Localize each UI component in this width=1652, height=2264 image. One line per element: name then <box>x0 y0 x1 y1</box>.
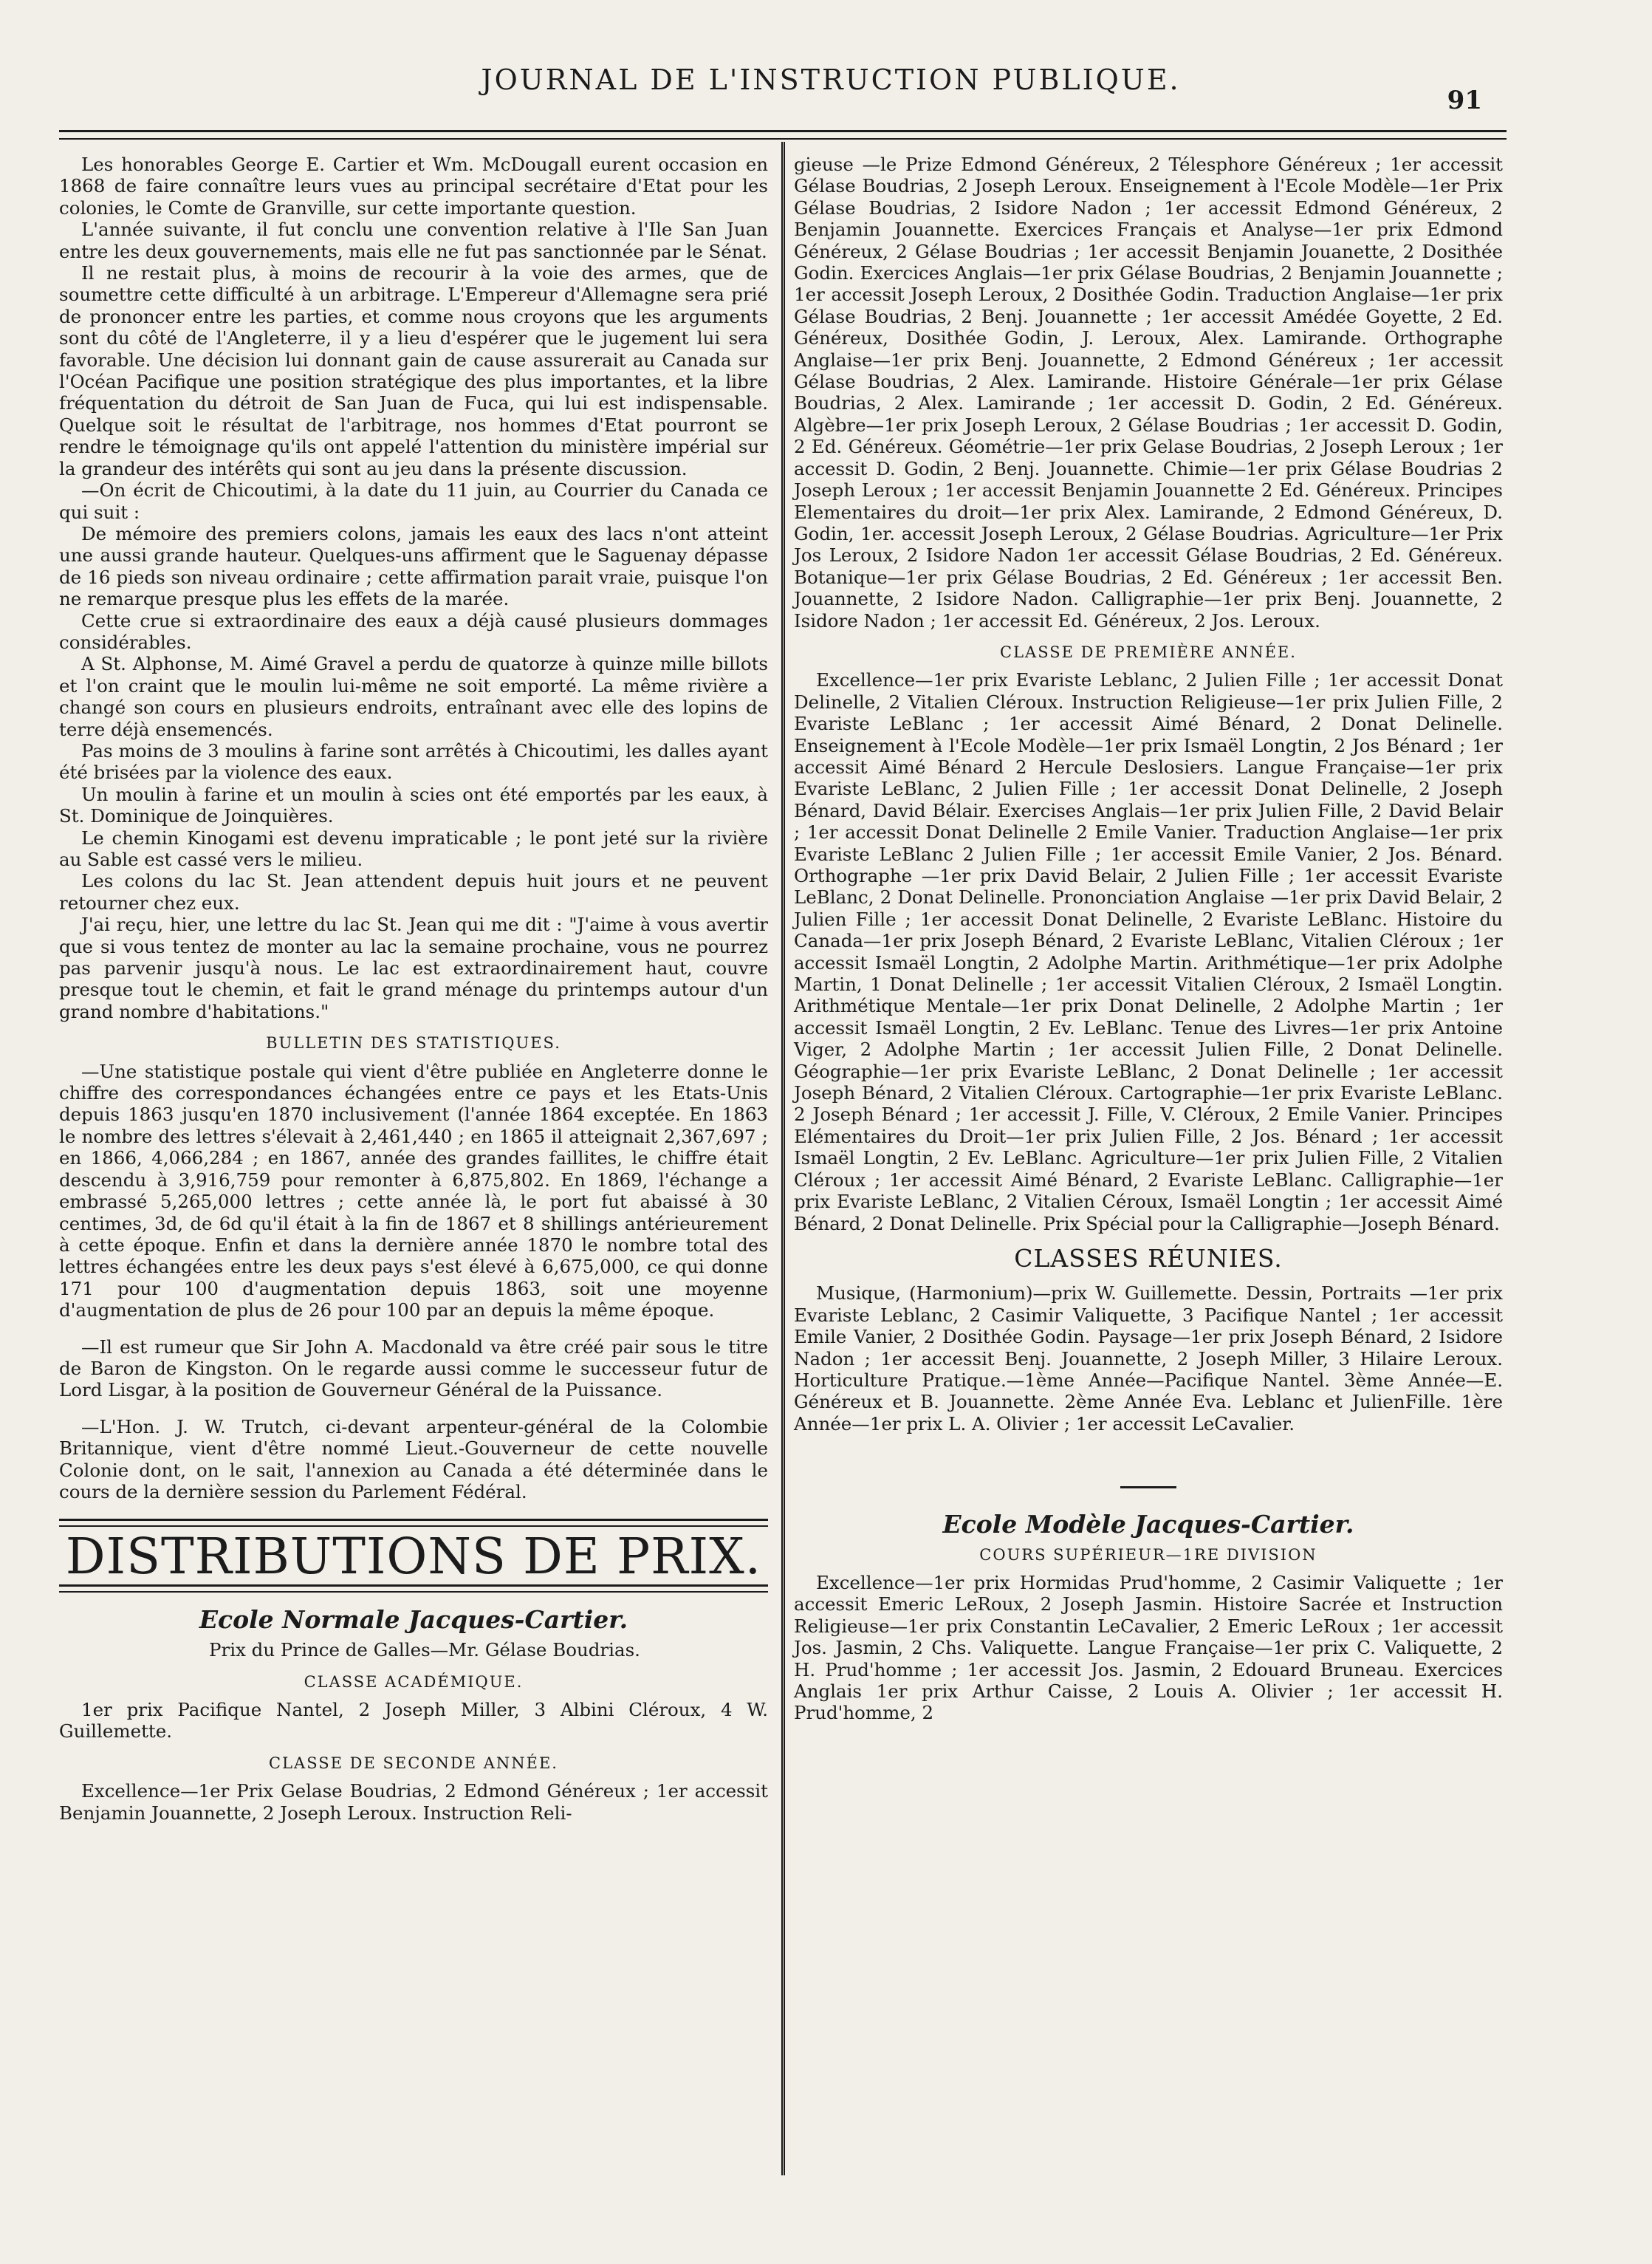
paragraph: Excellence—1er prix Evariste Leblanc, 2 Julien Fille ; 1er accessit Donat Delinelle, 2 Vitalien Cléroux. Instruction Religieuse—1er prix Julien Fille, 2 Evariste LeBlanc ; 1er accessit Aimé Bénard, 2 Donat Delinelle. Enseignement à l'Ecole Modèle—1er prix Ismaël Longtin, 2 Jos Bénard ; 1er accessit Aimé Bénard 2 Hercule Deslosiers. Langue Française—1er prix Evariste LeBlanc, 2 Julien Fille ; 1er accessit Donat Delinelle, 2 Joseph Bénard, David Bélair. Exercises Anglais—1er prix Julien Fille, 2 David Belair ; 1er accessit Donat Delinelle 2 Emile Vanier. Traduction Anglaise—1er prix Evariste LeBlanc 2 Julien Fille ; 1er accessit Emile Vanier, 2 Jos. Bénard. Orthographe —1er prix David Belair, 2 Julien Fille ; 1er accessit Evariste LeBlanc, 2 Donat Delinelle. Prononciation Anglaise —1er prix David Belair, 2 Julien Fille ; 1er accessit Donat Delinelle, 2 Evariste LeBlanc. Histoire du Canada—1er prix Joseph Bénard, 2 Evariste LeBlanc, Vitalien Cléroux ; 1er accessit Ismaël Longtin, 2 Adolphe Martin. Arithmétique—1er prix Adolphe Martin, 1 Donat Delinelle ; 1er accessit Vitalien Cléroux, 2 Ismaël Longtin. Arithmétique Mentale—1er prix Donat Delinelle, 2 Adolphe Martin ; 1er accessit Ismaël Longtin, 2 Ev. LeBlanc. Tenue des Livres—1er prix Antoine Viger, 2 Adolphe Martin ; 1er accessit Julien Fille, 2 Donat Delinelle. Géographie—1er prix Evariste LeBlanc, 2 Donat Delinelle ; 1er accessit Joseph Bénard, 2 Vitalien Cléroux. Cartographie—1er prix Evariste LeBlanc. 2 Joseph Bénard ; 1er accessit J. Fille, V. Cléroux, 2 Emile Vanier. Principes Elémentaires du Droit—1er prix Julien Fille, 2 Jos. Bénard ; 1er accessit Ismaël Longtin, 2 Ev. LeBlanc. Agriculture—1er prix Julien Fille, 2 Vitalien Cléroux ; 1er accessit Aimé Bénard, 2 Evariste LeBlanc. Calligraphie—1er prix Evariste LeBlanc, 2 Vitalien Céroux, Ismaël Longtin ; 1er accessit Aimé Bénard, 2 Donat Delinelle. Prix Spécial pour la Calligraphie—Joseph Bénard. <box>794 669 1503 1234</box>
paragraph: Excellence—1er prix Hormidas Prud'homme, 2 Casimir Valiquette ; 1er accessit Emeric LeRoux, 2 Joseph Jasmin. Histoire Sacrée et Instruction Religieuse—1er prix Constantin LeCavalier, 2 Emeric LeRoux ; 1er accessit Jos. Jasmin, 2 Chs. Valiquette. Langue Française—1er prix C. Valiquette, 2 H. Prud'homme ; 1er accessit Jos. Jasmin, 2 Edouard Bruneau. Exercices Anglais 1er prix Arthur Caisse, 2 Louis A. Olivier ; 1er accessit H. Prud'homme, 2 <box>794 1571 1503 1724</box>
spacer <box>794 1434 1503 1486</box>
paragraph: Les honorables George E. Cartier et Wm. McDougall eurent occasion en 1868 de faire connaître leurs vues au principal secrétaire d'Etat pour les colonies, le Comte de Granville, sur cette importante question. <box>59 154 768 219</box>
paragraph: Pas moins de 3 moulins à farine sont arrêtés à Chicoutimi, les dalles ayant été brisées par la violence des eaux. <box>59 739 768 784</box>
right-column <box>794 154 1503 1724</box>
running-title: JOURNAL DE L'INSTRUCTION PUBLIQUE. <box>481 64 1181 96</box>
paragraph: De mémoire des premiers colons, jamais les eaux des lacs n'ont atteint une aussi grande hauteur. Quelques-uns affirment que le Saguenay dépasse de 16 pieds son niveau ordinaire ; cette affirmation parait vraie, puisque l'on ne remarque presque plus les effets de la marée. <box>59 522 768 610</box>
section-heading: CLASSE ACADÉMIQUE. <box>304 1672 524 1691</box>
paragraph: Musique, (Harmonium)—prix W. Guillemette. Dessin, Portraits —1er prix Evariste Leblanc, 2 Casimir Valiquette, 3 Pacifique Nantel ; 1er accessit Emile Vanier, 2 Dosithée Godin. Paysage—1er prix Joseph Bénard, 2 Isidore Nadon ; 1er accessit Benj. Jouannette, 2 Joseph Miller, 3 Hilaire Leroux. Horticulture Pratique.—1ème Année—Pacifique Nantel. 3ème Année—E. Généreux et B. Jouannette. 2ème Année Eva. Leblanc et JulienFille. 1ère Année—1er prix L. A. Olivier ; 1er accessit LeCavalier. <box>794 1282 1503 1434</box>
prize-line: Prix du Prince de Galles—Mr. Gélase Boudrias. <box>209 1639 640 1661</box>
spacer <box>59 1321 768 1336</box>
left-column <box>59 154 768 1824</box>
banner-rule-bottom <box>59 1584 768 1593</box>
paragraph: A St. Alphonse, M. Aimé Gravel a perdu de quatorze à quinze mille billots et l'on craint que le moulin lui-même ne soit emporté. La même rivière a changé son cours en plusieurs endroits, entraînant avec elle des lopins de terre déjà ensemencés. <box>59 653 768 740</box>
paragraph: L'année suivante, il fut conclu une convention relative à l'Ile San Juan entre les deux gouvernements, mais elle ne fut pas sanctionnée par le Sénat. <box>59 219 768 262</box>
paragraph: Le chemin Kinogami est devenu impraticable ; le pont jeté sur la rivière au Sable est cassé vers le milieu. <box>59 827 768 870</box>
paragraph: 1er prix Pacifique Nantel, 2 Joseph Miller, 3 Albini Cléroux, 4 W. Guillemette. <box>59 1699 768 1743</box>
short-rule <box>1120 1486 1176 1488</box>
paragraph: Les colons du lac St. Jean attendent depuis huit jours et ne peuvent retourner chez eux. <box>59 870 768 914</box>
banner-rule-top <box>59 1519 768 1527</box>
paragraph: Il ne restait plus, à moins de recourir à la voie des armes, que de soumettre cette difficulté à un arbitrage. L'Empereur d'Allemagne sera prié de prononcer entre les parties, et comme nous croyons que les arguments sont du côté de l'Angleterre, il y a lieu d'espérer que le jugement lui sera favorable. Une décision lui donnant gain de cause assurerait au Canada sur l'Océan Pacifique une position stratégique des plus importantes, et la libre fréquentation du détroit de San Juan de Fuca, qui lui est indispensable. Quelque soit le résultat de l'arbitrage, nos hommes d'Etat pourront se rendre le témoignage qu'ils ont appelé l'attention du ministère impérial sur la grandeur des intérêts qui sont au jeu dans la présente discussion. <box>59 262 768 479</box>
section-heading: CLASSE DE PREMIÈRE ANNÉE. <box>1000 643 1297 661</box>
column-divider <box>781 142 785 2175</box>
header-rule <box>59 130 1507 140</box>
section-heading: CLASSE DE SECONDE ANNÉE. <box>269 1754 558 1772</box>
paragraph: J'ai reçu, hier, une lettre du lac St. Jean qui me dit : "J'aime à vous avertir que si vous tentez de monter au lac la semaine prochaine, vous ne pourrez pas parvenir jusqu'à nous. Le lac est extraordinairement haut, couvre presque tout le chemin, et fait le grand ménage du printemps autour d'un grand nombre d'habitations." <box>59 914 768 1022</box>
school-title: Ecole Normale Jacques-Cartier. <box>199 1604 628 1634</box>
section-heading: COURS SUPÉRIEUR—1RE DIVISION <box>979 1545 1317 1564</box>
school-title: Ecole Modèle Jacques-Cartier. <box>942 1510 1354 1539</box>
paragraph: Excellence—1er Prix Gelase Boudrias, 2 Edmond Généreux ; 1er accessit Benjamin Jouannette, 2 Joseph Leroux. Instruction Reli- <box>59 1780 768 1824</box>
spacer <box>59 1401 768 1416</box>
section-heading: CLASSES RÉUNIES. <box>1014 1243 1283 1273</box>
paragraph: —On écrit de Chicoutimi, à la date du 11 juin, au Courrier du Canada ce qui suit : <box>59 479 768 523</box>
paragraph: —L'Hon. J. W. Trutch, ci-devant arpenteur-général de la Colombie Britannique, vient d'être nommé Lieut.-Gouverneur de cette nouvelle Colonie dont, on le sait, l'annexion au Canada a été déterminée dans le cours de la dernière session du Parlement Fédéral. <box>59 1415 768 1502</box>
paragraph: Cette crue si extraordinaire des eaux a déjà causé plusieurs dommages considérables. <box>59 609 768 653</box>
paragraph: —Il est rumeur que Sir John A. Macdonald va être créé pair sous le titre de Baron de Kingston. On le regarde aussi comme le successeur futur de Lord Lisgar, à la position de Gouverneur Général de la Puissance. <box>59 1336 768 1401</box>
page-number: 91 <box>1447 86 1482 115</box>
section-heading: BULLETIN DES STATISTIQUES. <box>266 1034 561 1053</box>
banner-title: DISTRIBUTIONS DE PRIX. <box>65 1528 762 1586</box>
paragraph: —Une statistique postale qui vient d'être publiée en Angleterre donne le chiffre des correspondances échangées entre ce pays et les Etats-Unis depuis 1863 jusqu'en 1870 inclusivement (l'année 1864 exceptée. En 1863 le nombre des lettres s'élevait à 2,461,440 ; en 1865 il atteignait 2,367,697 ; en 1866, 4,066,284 ; en 1867, année des grandes faillites, le chiffre était descendu à 3,916,759 pour remonter à 6,875,802. En 1869, l'échange a embrassé 5,265,000 lettres ; cette année là, le port fut abaissé à 30 centimes, 3d, de 6d qu'il était à la fin de 1867 et 8 shillings antérieurement à cette époque. Enfin et dans la dernière année 1870 le nombre total des lettres échangées entre les deux pays s'est élevé à 6,675,000, ce qui donne 171 pour 100 d'augmentation depuis 1863, soit une moyenne d'augmentation de plus de 26 pour 100 par an depuis la même époque. <box>59 1060 768 1321</box>
paragraph: gieuse —le Prize Edmond Généreux, 2 Télesphore Généreux ; 1er accessit Gélase Boudrias, 2 Joseph Leroux. Enseignement à l'Ecole Modèle—1er Prix Gélase Boudrias, 2 Isidore Nadon ; 1er accessit Edmond Généreux, 2 Benjamin Jouannette. Exercices Français et Analyse—1er prix Edmond Généreux, 2 Gélase Boudrias ; 1er accessit Benjamin Jouanette, 2 Dosithée Godin. Exercices Anglais—1er prix Gélase Boudrias, 2 Benjamin Jouannette ; 1er accessit Joseph Leroux, 2 Dosithée Godin. Traduction Anglaise—1er prix Gélase Boudrias, 2 Benj. Jouannette ; 1er accessit Amédée Goyette, 2 Ed. Généreux, Dosithée Godin, J. Leroux, Alex. Lamirande. Orthographe Anglaise—1er prix Benj. Jouannette, 2 Edmond Généreux ; 1er accessit Gélase Boudrias, 2 Alex. Lamirande. Histoire Générale—1er prix Gélase Boudrias, 2 Alex. Lamirande ; 1er accessit D. Godin, 2 Ed. Généreux. Algèbre—1er prix Joseph Leroux, 2 Gélase Boudrias ; 1er accessit D. Godin, 2 Ed. Généreux. Géométrie—1er prix Gelase Boudrias, 2 Joseph Leroux ; 1er accessit D. Godin, 2 Benj. Jouannette. Chimie—1er prix Gélase Boudrias 2 Joseph Leroux ; 1er accessit Benjamin Jouannette 2 Ed. Généreux. Principes Elementaires du droit—1er prix Alex. Lamirande, 2 Edmond Généreux, D. Godin, 1er. accessit Joseph Leroux, 2 Gélase Boudrias. Agriculture—1er Prix Jos Leroux, 2 Isidore Nadon 1er accessit Gélase Boudrias, 2 Ed. Généreux. Botanique—1er prix Gélase Boudrias, 2 Ed. Généreux ; 1er accessit Ben. Jouannette, 2 Isidore Nadon. Calligraphie—1er prix Benj. Jouannette, 2 Isidore Nadon ; 1er accessit Ed. Généreux, 2 Jos. Leroux. <box>794 154 1503 632</box>
paragraph: Un moulin à farine et un moulin à scies ont été emportés par les eaux, à St. Dominique de Joinquières. <box>59 783 768 827</box>
